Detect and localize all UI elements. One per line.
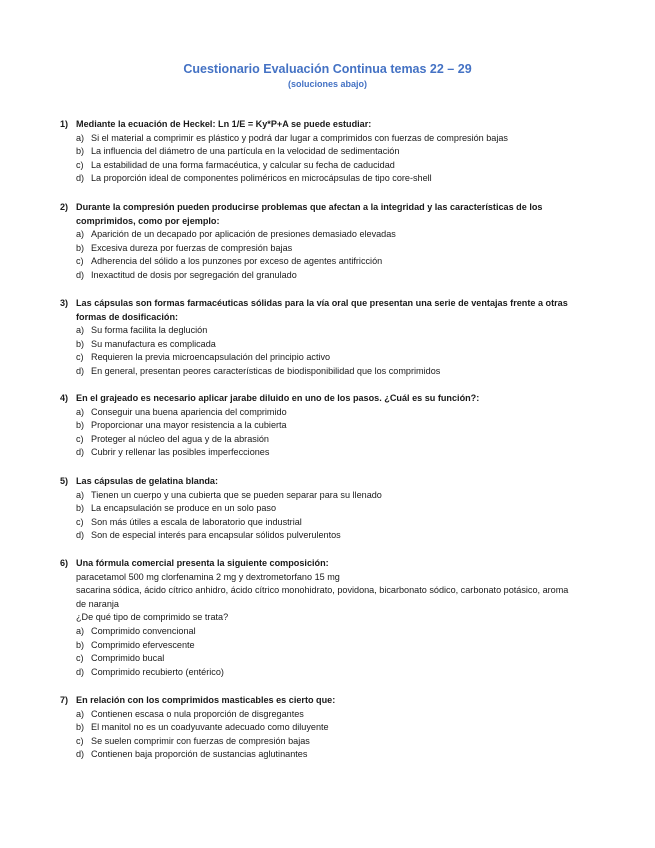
- answer-option: [60, 735, 580, 749]
- option-letter: b): [76, 722, 85, 733]
- answer-option: [60, 365, 580, 379]
- answer-option: [60, 721, 580, 735]
- option-letter: c): [76, 433, 84, 444]
- question-4: [60, 392, 580, 460]
- question-text: Una fórmula comercial presenta la siguiente composición:: [76, 558, 329, 568]
- answer-option: [60, 255, 580, 269]
- question-stem: [60, 694, 580, 708]
- question-text: En el grajeado es necesario aplicar jarabe diluido en uno de los pasos. ¿Cuál es su función?:: [76, 393, 480, 403]
- option-letter: d): [76, 269, 85, 280]
- option-text: Comprimido convencional: [91, 625, 196, 636]
- option-text: Proporcionar una mayor resistencia a la cubierta: [91, 420, 287, 431]
- option-letter: c): [76, 256, 84, 267]
- answer-option: [60, 625, 580, 639]
- option-text: Excesiva dureza por fuerzas de compresión bajas: [91, 242, 293, 253]
- option-letter: a): [76, 625, 85, 636]
- option-text: Aparición de un decapado por aplicación de presiones demasiado elevadas: [91, 229, 396, 240]
- answer-option: [60, 708, 580, 722]
- option-letter: c): [76, 653, 84, 664]
- question-stem: [60, 557, 580, 571]
- question-text: Mediante la ecuación de Heckel: Ln 1/E = Ky*P+A se puede estudiar:: [76, 119, 372, 129]
- option-text: Cubrir y rellenar las posibles imperfecciones: [91, 447, 270, 458]
- option-letter: b): [76, 146, 85, 157]
- option-letter: c): [76, 516, 84, 527]
- answer-option: [60, 172, 580, 186]
- formula-line: sacarina sódica, ácido cítrico anhidro, ácido cítrico monohidrato, povidona, bicarbonato sódico, carbonato potásico, aroma de naranja: [76, 585, 569, 609]
- answer-option: [60, 324, 580, 338]
- option-text: Si el material a comprimir es plástico y podrá dar lugar a comprimidos con fuerzas de compresión bajas: [91, 132, 508, 143]
- question-stem: [60, 118, 580, 132]
- question-6: [60, 557, 580, 679]
- question-text: Durante la compresión pueden producirse problemas que afectan a la integridad y las características de los comprimidos, como por ejemplo:: [76, 202, 543, 226]
- option-letter: d): [76, 749, 85, 760]
- question-1: [60, 118, 580, 186]
- answer-option: [60, 433, 580, 447]
- answer-option: [60, 639, 580, 653]
- question-number: 1): [60, 119, 69, 129]
- answer-option: [60, 351, 580, 365]
- question-stem: [60, 297, 580, 324]
- option-text: Comprimido efervescente: [91, 639, 195, 650]
- question-number: 2): [60, 202, 69, 212]
- answer-option: [60, 419, 580, 433]
- option-letter: d): [76, 365, 85, 376]
- option-text: El manitol no es un coadyuvante adecuado como diluyente: [91, 722, 329, 733]
- answer-option: [60, 666, 580, 680]
- question-number: 7): [60, 695, 69, 705]
- option-text: Comprimido recubierto (entérico): [91, 666, 224, 677]
- option-text: Comprimido bucal: [91, 653, 165, 664]
- option-letter: b): [76, 242, 85, 253]
- option-letter: b): [76, 503, 85, 514]
- option-text: Tienen un cuerpo y una cubierta que se pueden separar para su llenado: [91, 489, 382, 500]
- question-stem: [60, 392, 580, 406]
- answer-option: [60, 652, 580, 666]
- option-letter: a): [76, 325, 85, 336]
- question-5: [60, 475, 580, 543]
- page-title: Cuestionario Evaluación Continua temas 22 – 29: [183, 62, 472, 76]
- option-letter: a): [76, 406, 85, 417]
- question-text: Las cápsulas son formas farmacéuticas sólidas para la vía oral que presentan una serie de ventajas frente a otras formas de dosificación:: [76, 298, 568, 322]
- answer-option: [60, 489, 580, 503]
- option-letter: d): [76, 530, 85, 541]
- answer-option: [60, 132, 580, 146]
- option-text: La proporción ideal de componentes poliméricos en microcápsulas de tipo core-shell: [91, 173, 432, 184]
- option-text: Contienen escasa o nula proporción de disgregantes: [91, 708, 304, 719]
- answer-option: [60, 406, 580, 420]
- option-text: La estabilidad de una forma farmacéutica, y calcular su fecha de caducidad: [91, 159, 395, 170]
- answer-option: [60, 446, 580, 460]
- answer-option: [60, 159, 580, 173]
- option-text: Son de especial interés para encapsular sólidos pulverulentos: [91, 530, 341, 541]
- question-text: En relación con los comprimidos masticables es cierto que:: [76, 695, 336, 705]
- answer-option: [60, 242, 580, 256]
- page-subtitle: (soluciones abajo): [287, 79, 367, 89]
- option-text: Su manufactura es complicada: [91, 338, 216, 349]
- option-text: Adherencia del sólido a los punzones por exceso de agentes antifricción: [91, 256, 383, 267]
- answer-option: [60, 748, 580, 762]
- question-stem: [60, 201, 580, 228]
- question-3: [60, 297, 580, 379]
- option-letter: b): [76, 338, 85, 349]
- option-text: Su forma facilita la deglución: [91, 325, 208, 336]
- question-number: 6): [60, 558, 69, 568]
- option-letter: d): [76, 173, 85, 184]
- option-letter: d): [76, 666, 85, 677]
- option-letter: a): [76, 132, 85, 143]
- option-letter: a): [76, 229, 85, 240]
- option-letter: b): [76, 639, 85, 650]
- option-letter: c): [76, 159, 84, 170]
- question-7: [60, 694, 580, 762]
- question-text: Las cápsulas de gelatina blanda:: [76, 476, 219, 486]
- option-text: Inexactitud de dosis por segregación del granulado: [91, 269, 297, 280]
- option-letter: c): [76, 735, 84, 746]
- option-letter: a): [76, 708, 85, 719]
- answer-option: [60, 338, 580, 352]
- answer-option: [60, 502, 580, 516]
- option-text: En general, presentan peores características de biodisponibilidad que los comprimidos: [91, 365, 441, 376]
- answer-option: [60, 269, 580, 283]
- question-number: 4): [60, 393, 69, 403]
- question-number: 3): [60, 298, 69, 308]
- option-text: La influencia del diámetro de una partícula en la velocidad de sedimentación: [91, 146, 400, 157]
- option-letter: d): [76, 447, 85, 458]
- answer-option: [60, 228, 580, 242]
- option-letter: c): [76, 352, 84, 363]
- option-text: Requieren la previa microencapsulación del principio activo: [91, 352, 331, 363]
- option-text: Conseguir una buena apariencia del comprimido: [91, 406, 287, 417]
- question-stem: [60, 475, 580, 489]
- option-letter: a): [76, 489, 85, 500]
- option-text: Son más útiles a escala de laboratorio que industrial: [91, 516, 302, 527]
- question-prompt: ¿De qué tipo de comprimido se trata?: [76, 612, 229, 623]
- option-text: Proteger al núcleo del agua y de la abrasión: [91, 433, 269, 444]
- option-text: La encapsulación se produce en un solo paso: [91, 503, 277, 514]
- answer-option: [60, 145, 580, 159]
- answer-option: [60, 516, 580, 530]
- formula-line: paracetamol 500 mg clorfenamina 2 mg y dextrometorfano 15 mg: [76, 571, 340, 582]
- option-text: Se suelen comprimir con fuerzas de compresión bajas: [91, 735, 310, 746]
- option-letter: b): [76, 420, 85, 431]
- question-2: [60, 201, 580, 283]
- option-text: Contienen baja proporción de sustancias aglutinantes: [91, 749, 308, 760]
- question-number: 5): [60, 476, 69, 486]
- answer-option: [60, 529, 580, 543]
